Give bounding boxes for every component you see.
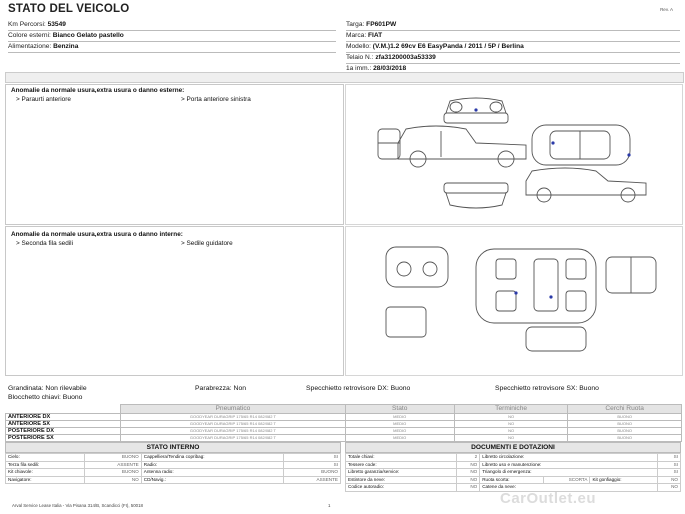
documents-table [345,453,681,492]
table-row: Totale chiavi: 2 Libretto circolazione: SI [346,454,681,462]
exterior-damage-item: > Porta anteriore sinistra [181,96,251,103]
revision-label: Rev. A [660,7,673,12]
table-row: ANTERIORE DX GOODYEAR DURAGRIP 175/65 R14 082/082 T MEDIO NO BUONO [6,414,682,421]
table-row: Libretto garanzia/service: NO Triangolo di emergenza: SI [346,469,681,477]
documents-title: DOCUMENTI E DOTAZIONI [345,442,681,453]
table-row: Terza fila sedili: ASSENTE Radio: SI [6,461,341,469]
info-row-fuel: Alimentazione: Benzina [8,42,336,53]
documents-section [345,442,681,492]
table-row: POSTERIORE SX GOODYEAR DURAGRIP 175/65 R14 082/082 T MEDIO NO BUONO [6,435,682,442]
info-row-registration: 1a imm.: 28/03/2018 [346,64,680,75]
interior-door-view [386,307,586,351]
table-row: ANTERIORE SX GOODYEAR DURAGRIP 175/65 R14 082/082 T MEDIO NO BUONO [6,421,682,428]
exterior-car-diagram [345,84,683,225]
condition-hail: Grandinata: Non rilevabile [8,385,87,392]
interior-car-diagram [345,226,683,376]
info-row-color: Colore esterni: Bianco Gelato pastello [8,31,336,42]
car-left-side-view [398,126,526,167]
vehicle-info-left [8,20,336,53]
interior-damage-item: > Sedile guidatore [181,240,233,247]
condition-mirror-dx: Specchietto retrovisore DX: Buono [306,385,411,392]
watermark-logo: CarOutlet.eu [500,490,597,507]
table-row: POSTERIORE DX GOODYEAR DURAGRIP 175/65 R14 082/082 T MEDIO NO BUONO [6,428,682,435]
table-row: Tessere code: NO Libretto uso e manutenzione: SI [346,461,681,469]
condition-mirror-sx: Specchietto retrovisore SX: Buono [495,385,599,392]
interior-state-section [5,442,341,484]
info-row-plate: Targa: FP601PW [346,20,680,31]
tires-header-tire: Pneumatico [121,405,345,414]
condition-key-lock: Blocchetto chiavi: Buono [8,394,83,401]
car-back-view [444,183,508,208]
info-row-chassis: Telaio N.: zfa31200003a53339 [346,53,680,64]
vehicle-info-right [346,20,680,75]
exterior-damage-title: Anomalie da normale usura,extra usura o danno esterne: [11,87,185,94]
interior-damage-title: Anomalie da normale usura,extra usura o danno interne: [11,231,183,238]
exterior-damage-panel [5,84,344,225]
tires-header-rims: Cerchi Ruota [568,405,682,414]
section-divider-band [5,72,684,83]
interior-top-view [476,249,596,323]
info-row-brand: Marca: FIAT [346,31,680,42]
interior-damage-panel [5,226,344,376]
footer-page-number: 1 [328,503,331,508]
footer-company: Arval Service Lease Italia - Via Pisana 314/B, Scandicci (FI), 50018 [12,503,143,508]
tires-table [5,404,682,442]
table-row: Cielo: BUONO Cappelliera/Tendina copribag: SI [6,454,341,462]
condition-windshield: Parabrezza: Non [195,385,247,392]
table-row: Navigatore: NO CD/Navig.: ASSENTE [6,476,341,484]
tires-header-state: Stato [345,405,454,414]
table-row: Estintore da neve: NO Ruota scorta: SCORTA Kit gonfiaggio: NO [346,476,681,484]
table-row: Kit chiavole: BUONO Antenna radio: BUONO [6,469,341,477]
interior-damage-item: > Seconda fila sedili [16,240,74,247]
page-title: STATO DEL VEICOLO [8,3,130,15]
info-row-km: Km Percorsi: 53549 [8,20,336,31]
table-row: Codice autoradio: NO Catene da neve: NO [346,484,681,492]
car-top-view [532,125,631,165]
car-right-side-view [526,168,646,202]
info-row-model: Modello: (V.M.)1.2 69cv E6 EasyPanda / 2011 / 5P / Berlina [346,42,680,53]
tires-header-row [6,405,682,414]
interior-rear-seat-view [606,257,656,293]
tires-header-term: Terminiche [454,405,567,414]
car-rear-view [378,129,400,159]
exterior-damage-item: > Paraurti anteriore [16,96,71,103]
interior-state-title: STATO INTERNO [5,442,341,453]
interior-dashboard-view [386,247,448,287]
car-front-view [444,98,508,123]
interior-state-table [5,453,341,484]
